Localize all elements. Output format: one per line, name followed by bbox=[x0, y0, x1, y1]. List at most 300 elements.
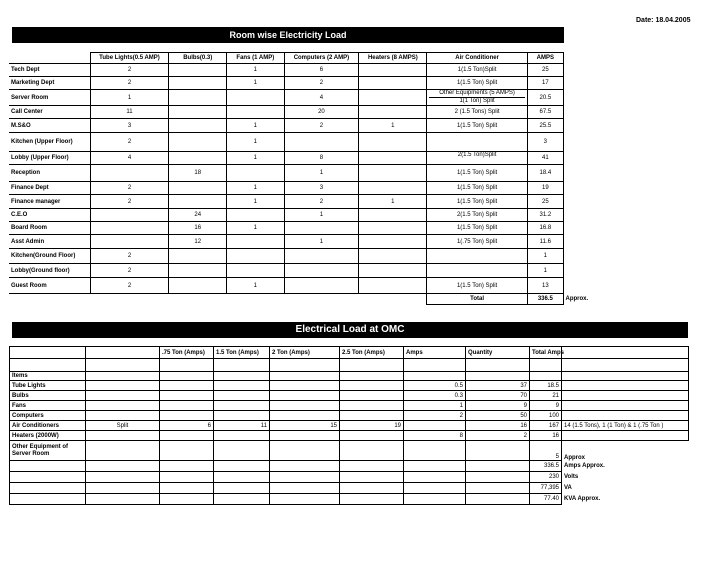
empty-cell bbox=[214, 461, 270, 472]
table-cell bbox=[214, 381, 270, 391]
total-note: Approx. bbox=[565, 295, 589, 302]
table-cell: 167 bbox=[530, 421, 562, 431]
table-cell bbox=[90, 209, 169, 222]
summary-value: 77.40 bbox=[530, 494, 562, 505]
table-cell bbox=[359, 77, 427, 90]
table-cell bbox=[270, 411, 340, 421]
row-label: Board Room bbox=[9, 222, 90, 235]
table-cell bbox=[340, 401, 404, 411]
table-row bbox=[9, 133, 564, 152]
empty-cell bbox=[340, 359, 404, 372]
table-cell: 18.4 bbox=[527, 165, 563, 182]
table-cell bbox=[90, 222, 169, 235]
table-cell bbox=[227, 165, 285, 182]
table-cell bbox=[86, 391, 160, 401]
empty-cell bbox=[270, 359, 340, 372]
table-cell: 1 bbox=[359, 119, 427, 133]
empty-cell bbox=[214, 359, 270, 372]
empty-cell bbox=[466, 461, 530, 472]
table-cell bbox=[562, 391, 689, 401]
table-cell: 1(1.5 Ton) Split bbox=[427, 165, 527, 182]
header-row bbox=[10, 347, 689, 359]
table-cell: 1 bbox=[90, 90, 169, 106]
table-row bbox=[9, 249, 564, 264]
table-cell bbox=[284, 278, 359, 294]
table-cell: 1 bbox=[284, 165, 359, 182]
summary-row bbox=[10, 461, 689, 472]
empty-cell bbox=[270, 372, 340, 381]
empty-cell bbox=[404, 494, 466, 505]
column-header bbox=[9, 53, 90, 64]
empty-cell bbox=[562, 359, 689, 372]
table-cell bbox=[86, 411, 160, 421]
table-cell bbox=[359, 64, 427, 77]
table-cell: 21 bbox=[530, 391, 562, 401]
table-cell: 9 bbox=[530, 401, 562, 411]
table-cell: 1 bbox=[527, 264, 563, 278]
table-cell: 18.5 bbox=[530, 381, 562, 391]
table-cell bbox=[214, 391, 270, 401]
empty-cell bbox=[270, 494, 340, 505]
row-label: Finance manager bbox=[9, 195, 90, 209]
table-cell: 25.5 bbox=[527, 119, 563, 133]
table-row bbox=[10, 391, 689, 401]
table-cell bbox=[340, 411, 404, 421]
table-cell bbox=[359, 264, 427, 278]
empty-cell bbox=[86, 472, 160, 483]
table-cell: 16 bbox=[466, 421, 530, 431]
table-cell: 2 bbox=[284, 119, 359, 133]
row-label: Reception bbox=[9, 165, 90, 182]
other-note: Approx bbox=[564, 454, 585, 461]
empty-cell bbox=[10, 483, 86, 494]
table-cell bbox=[86, 431, 160, 441]
column-header: Computers (2 AMP) bbox=[284, 53, 359, 64]
table-cell bbox=[340, 381, 404, 391]
empty-cell bbox=[214, 441, 270, 461]
omc-load-title: Electrical Load at OMC bbox=[12, 322, 688, 338]
table-row bbox=[9, 90, 564, 106]
empty-cell bbox=[404, 483, 466, 494]
table-cell: 1(1.5 Ton) Split bbox=[427, 119, 527, 133]
column-header: 2 Ton (Amps) bbox=[270, 347, 340, 359]
table-cell: 2 bbox=[284, 195, 359, 209]
table-cell: 11 bbox=[214, 421, 270, 431]
table-cell: 1(1.5 Ton) Split bbox=[427, 77, 527, 90]
table-cell: 1(1.5 Ton) Split bbox=[427, 195, 527, 209]
empty-cell bbox=[227, 294, 285, 305]
empty-cell bbox=[169, 294, 227, 305]
column-header: Amps bbox=[404, 347, 466, 359]
table-cell bbox=[359, 249, 427, 264]
empty-cell bbox=[466, 483, 530, 494]
table-row bbox=[9, 64, 564, 77]
table-cell bbox=[340, 391, 404, 401]
empty-cell bbox=[404, 461, 466, 472]
table-row bbox=[9, 119, 564, 133]
empty-cell bbox=[86, 461, 160, 472]
table-cell bbox=[359, 90, 427, 106]
empty-cell bbox=[270, 483, 340, 494]
table-cell: 14 (1.5 Tons), 1 (1 Ton) & 1 (.75 Ton ) bbox=[562, 421, 689, 431]
table-cell: 50 bbox=[466, 411, 530, 421]
table-cell: 9 bbox=[466, 401, 530, 411]
row-label: Guest Room bbox=[9, 278, 90, 294]
table-cell: 1 bbox=[227, 152, 285, 165]
table-cell: 8 bbox=[284, 152, 359, 165]
table-cell bbox=[160, 401, 214, 411]
empty-cell bbox=[340, 494, 404, 505]
table-row bbox=[10, 421, 689, 431]
table-cell bbox=[427, 133, 527, 152]
table-cell bbox=[270, 431, 340, 441]
empty-cell bbox=[10, 461, 86, 472]
omc-load-table bbox=[9, 346, 689, 505]
table-cell bbox=[227, 90, 285, 106]
table-cell bbox=[359, 133, 427, 152]
room-load-title: Room wise Electricity Load bbox=[12, 27, 564, 43]
summary-row bbox=[10, 472, 689, 483]
table-cell: 1 bbox=[227, 195, 285, 209]
empty-cell bbox=[466, 472, 530, 483]
row-label: Bulbs bbox=[10, 391, 86, 401]
empty-cell bbox=[214, 494, 270, 505]
empty-cell bbox=[340, 461, 404, 472]
table-cell: 1 bbox=[359, 195, 427, 209]
table-cell: 1 bbox=[404, 401, 466, 411]
summary-row bbox=[10, 494, 689, 505]
table-row bbox=[9, 106, 564, 119]
row-label: Other Equipment of Server Room bbox=[10, 441, 86, 461]
empty-cell bbox=[562, 372, 689, 381]
table-cell: 20.5 bbox=[527, 90, 563, 106]
empty-cell bbox=[160, 461, 214, 472]
table-cell bbox=[427, 264, 527, 278]
table-cell: 20 bbox=[284, 106, 359, 119]
table-cell: 2 bbox=[90, 133, 169, 152]
table-cell: 2 (1.5 Tons) Split bbox=[427, 106, 527, 119]
table-row bbox=[10, 431, 689, 441]
table-cell: 31.2 bbox=[527, 209, 563, 222]
empty-cell bbox=[530, 359, 562, 372]
column-header: Bulbs(0.3) bbox=[169, 53, 227, 64]
table-cell bbox=[169, 90, 227, 106]
row-label: Asst Admin bbox=[9, 235, 90, 249]
column-header: 2.5 Ton (Amps) bbox=[340, 347, 404, 359]
table-cell bbox=[169, 182, 227, 195]
table-cell: 1 bbox=[284, 235, 359, 249]
empty-cell bbox=[86, 372, 160, 381]
column-header: .75 Ton (Amps) bbox=[160, 347, 214, 359]
empty-cell bbox=[86, 441, 160, 461]
table-cell bbox=[160, 381, 214, 391]
table-cell bbox=[562, 431, 689, 441]
table-cell bbox=[169, 264, 227, 278]
table-cell bbox=[169, 152, 227, 165]
table-row bbox=[9, 77, 564, 90]
table-cell bbox=[562, 381, 689, 391]
table-cell: 6 bbox=[160, 421, 214, 431]
table-row bbox=[10, 401, 689, 411]
table-cell bbox=[90, 165, 169, 182]
table-cell bbox=[214, 431, 270, 441]
summary-note: Volts bbox=[564, 474, 579, 480]
empty-cell bbox=[86, 483, 160, 494]
row-label: Server Room bbox=[9, 90, 90, 106]
table-cell: 2 bbox=[284, 77, 359, 90]
table-cell: 2(1.5 Ton)Split bbox=[427, 152, 527, 165]
table-cell: 0.5 bbox=[404, 381, 466, 391]
empty-cell bbox=[466, 372, 530, 381]
table-cell bbox=[562, 401, 689, 411]
column-header: 1.5 Ton (Amps) bbox=[214, 347, 270, 359]
row-label: Finance Dept bbox=[9, 182, 90, 195]
table-cell: 3 bbox=[284, 182, 359, 195]
table-cell: 16.8 bbox=[527, 222, 563, 235]
table-cell bbox=[227, 106, 285, 119]
empty-cell bbox=[284, 294, 359, 305]
table-cell: 1(1.5 Ton) Split bbox=[427, 222, 527, 235]
table-cell: 11 bbox=[90, 106, 169, 119]
table-cell bbox=[270, 401, 340, 411]
column-header: Total Amps bbox=[530, 347, 562, 359]
empty-cell bbox=[404, 372, 466, 381]
empty-cell bbox=[270, 441, 340, 461]
empty-cell bbox=[340, 441, 404, 461]
table-cell: 4 bbox=[90, 152, 169, 165]
table-cell: 2 bbox=[90, 195, 169, 209]
row-label: C.E.O bbox=[9, 209, 90, 222]
table-cell: 25 bbox=[527, 64, 563, 77]
header-row bbox=[9, 53, 564, 64]
empty-cell bbox=[160, 372, 214, 381]
table-cell bbox=[359, 278, 427, 294]
row-label: Lobby(Ground floor) bbox=[9, 264, 90, 278]
empty-cell bbox=[160, 494, 214, 505]
column-header bbox=[10, 347, 86, 359]
table-row bbox=[9, 222, 564, 235]
empty-cell bbox=[214, 483, 270, 494]
table-cell: 25 bbox=[527, 195, 563, 209]
table-cell: 24 bbox=[169, 209, 227, 222]
table-cell: 2 bbox=[90, 278, 169, 294]
table-cell bbox=[284, 264, 359, 278]
table-cell: 1(.75 Ton) Split bbox=[427, 235, 527, 249]
table-cell: 1(1.5 Ton) Split bbox=[427, 182, 527, 195]
table-cell: 18 bbox=[169, 165, 227, 182]
empty-cell bbox=[359, 294, 427, 305]
table-cell: 1 bbox=[527, 249, 563, 264]
table-cell bbox=[359, 152, 427, 165]
table-row bbox=[9, 264, 564, 278]
table-cell: 1 bbox=[227, 119, 285, 133]
table-row bbox=[10, 411, 689, 421]
empty-cell bbox=[340, 372, 404, 381]
table-cell: 1(1 Ton) Split bbox=[459, 98, 495, 104]
summary-note: Amps Approx. bbox=[564, 463, 605, 469]
table-cell: 37 bbox=[466, 381, 530, 391]
row-label: Call Center bbox=[9, 106, 90, 119]
table-cell: 12 bbox=[169, 235, 227, 249]
empty-cell bbox=[10, 494, 86, 505]
table-cell bbox=[562, 411, 689, 421]
table-cell: 2 bbox=[404, 411, 466, 421]
table-cell bbox=[284, 222, 359, 235]
table-cell: 13 bbox=[527, 278, 563, 294]
summary-value: 336.5 bbox=[530, 461, 562, 472]
table-row bbox=[9, 195, 564, 209]
empty-cell bbox=[270, 472, 340, 483]
table-cell: 2(1.5 Ton) Split bbox=[427, 209, 527, 222]
table-cell: 1 bbox=[284, 209, 359, 222]
table-cell bbox=[214, 401, 270, 411]
column-header: Heaters (8 AMPS) bbox=[359, 53, 427, 64]
table-cell: 8 bbox=[404, 431, 466, 441]
empty-cell bbox=[10, 359, 86, 372]
table-cell: 3 bbox=[90, 119, 169, 133]
empty-cell bbox=[160, 483, 214, 494]
table-cell bbox=[86, 381, 160, 391]
table-cell: 19 bbox=[340, 421, 404, 431]
table-cell: 41 bbox=[527, 152, 563, 165]
table-cell bbox=[404, 421, 466, 431]
date-label: Date: 18.04.2005 bbox=[636, 17, 691, 24]
items-label: Items bbox=[10, 372, 86, 381]
empty-cell bbox=[214, 372, 270, 381]
row-label: Tech Dept bbox=[9, 64, 90, 77]
row-label: M.S&O bbox=[9, 119, 90, 133]
table-cell: 2 bbox=[90, 249, 169, 264]
table-cell bbox=[359, 182, 427, 195]
empty-cell bbox=[10, 472, 86, 483]
table-cell bbox=[169, 119, 227, 133]
empty-cell bbox=[214, 472, 270, 483]
spacer-row bbox=[10, 359, 689, 372]
column-header bbox=[562, 347, 689, 359]
table-cell: 1 bbox=[227, 222, 285, 235]
empty-cell bbox=[340, 483, 404, 494]
table-cell bbox=[227, 235, 285, 249]
table-row bbox=[9, 165, 564, 182]
table-row bbox=[9, 152, 564, 165]
table-cell: 16 bbox=[530, 431, 562, 441]
table-cell bbox=[359, 222, 427, 235]
summary-value: 77,395 bbox=[530, 483, 562, 494]
table-cell bbox=[359, 209, 427, 222]
table-row bbox=[9, 235, 564, 249]
empty-cell bbox=[466, 494, 530, 505]
column-header: Fans (1 AMP) bbox=[227, 53, 285, 64]
column-header: Air Conditioner bbox=[427, 53, 527, 64]
summary-note: KVA Approx. bbox=[564, 496, 601, 502]
table-cell: 1 bbox=[227, 278, 285, 294]
table-cell: 1 bbox=[227, 182, 285, 195]
table-cell bbox=[160, 391, 214, 401]
table-cell: 2 bbox=[466, 431, 530, 441]
table-cell: 15 bbox=[270, 421, 340, 431]
other-value: 5 bbox=[530, 441, 562, 461]
table-cell: 4 bbox=[284, 90, 359, 106]
table-cell: 6 bbox=[284, 64, 359, 77]
table-cell bbox=[86, 401, 160, 411]
table-cell bbox=[270, 391, 340, 401]
table-row bbox=[9, 182, 564, 195]
table-row bbox=[9, 209, 564, 222]
empty-cell bbox=[466, 359, 530, 372]
table-cell bbox=[359, 235, 427, 249]
table-cell: 100 bbox=[530, 411, 562, 421]
other-equipment-row bbox=[10, 441, 689, 461]
empty-cell bbox=[404, 359, 466, 372]
table-cell bbox=[270, 381, 340, 391]
table-cell bbox=[359, 165, 427, 182]
empty-cell bbox=[9, 294, 90, 305]
empty-cell bbox=[86, 359, 160, 372]
table-cell: 1(1.5 Ton)Split bbox=[427, 64, 527, 77]
table-cell: 1(1.5 Ton) Split bbox=[427, 278, 527, 294]
column-header bbox=[86, 347, 160, 359]
empty-cell bbox=[404, 441, 466, 461]
table-cell: 1 bbox=[227, 133, 285, 152]
column-header: Tube Lights(0.5 AMP) bbox=[90, 53, 169, 64]
table-cell: 2 bbox=[90, 77, 169, 90]
table-cell bbox=[340, 431, 404, 441]
empty-cell bbox=[160, 472, 214, 483]
summary-value: 230 bbox=[530, 472, 562, 483]
items-row bbox=[10, 372, 689, 381]
table-cell bbox=[169, 133, 227, 152]
table-row bbox=[10, 381, 689, 391]
column-header: Quantity bbox=[466, 347, 530, 359]
table-cell bbox=[227, 264, 285, 278]
table-cell bbox=[214, 411, 270, 421]
total-value: 336.5 bbox=[527, 294, 563, 305]
table-cell bbox=[169, 195, 227, 209]
table-cell: 2 bbox=[90, 264, 169, 278]
table-row bbox=[9, 278, 564, 294]
empty-cell bbox=[404, 472, 466, 483]
row-label: Kitchen (Upper Floor) bbox=[9, 133, 90, 152]
room-load-table bbox=[9, 52, 564, 305]
empty-cell bbox=[86, 494, 160, 505]
empty-cell bbox=[466, 441, 530, 461]
table-cell bbox=[227, 249, 285, 264]
summary-row bbox=[10, 483, 689, 494]
table-cell: 67.5 bbox=[527, 106, 563, 119]
empty-cell bbox=[160, 441, 214, 461]
table-cell: Split bbox=[86, 421, 160, 431]
empty-cell bbox=[270, 461, 340, 472]
table-cell bbox=[90, 235, 169, 249]
table-cell bbox=[359, 106, 427, 119]
table-cell: 70 bbox=[466, 391, 530, 401]
table-cell: 0.3 bbox=[404, 391, 466, 401]
empty-cell bbox=[340, 472, 404, 483]
table-cell: 11.6 bbox=[527, 235, 563, 249]
table-cell bbox=[427, 90, 527, 106]
empty-cell bbox=[90, 294, 169, 305]
table-cell: 19 bbox=[527, 182, 563, 195]
table-cell bbox=[169, 64, 227, 77]
column-header: AMPS bbox=[527, 53, 563, 64]
total-row bbox=[9, 294, 564, 305]
row-label: Kitchen(Ground Floor) bbox=[9, 249, 90, 264]
total-label: Total bbox=[427, 294, 527, 305]
table-cell bbox=[427, 249, 527, 264]
table-cell bbox=[227, 209, 285, 222]
empty-cell bbox=[160, 359, 214, 372]
row-label: Computers bbox=[10, 411, 86, 421]
